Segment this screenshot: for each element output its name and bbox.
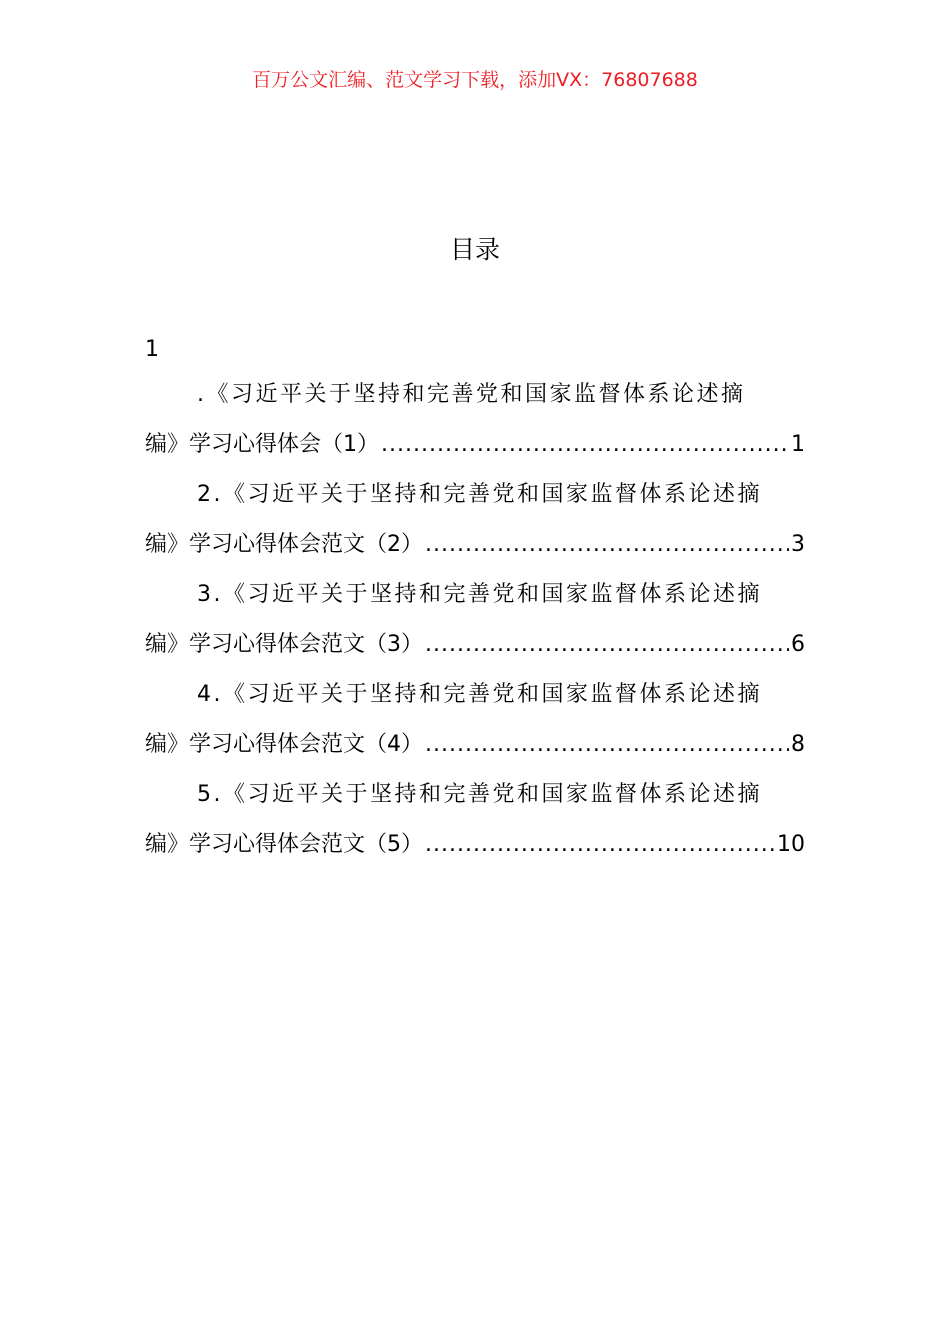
toc-entry-title-line2: 编》学习心得体会（1）	[145, 432, 379, 457]
toc-entry[interactable]	[145, 670, 805, 770]
toc-entry-title-line2: 编》学习心得体会范文（5）	[145, 832, 423, 857]
toc-entry-title-line1: 5.《习近平关于坚持和完善党和国家监督体系论述摘	[197, 782, 762, 807]
toc-entry-title-line2: 编》学习心得体会范文（3）	[145, 632, 423, 657]
toc-page-number: 10	[777, 832, 805, 857]
toc-page-number: 1	[791, 432, 805, 457]
toc-entry-title-line1: 2.《习近平关于坚持和完善党和国家监督体系论述摘	[197, 482, 762, 507]
toc-page-number: 3	[791, 532, 805, 557]
toc-entry[interactable]	[145, 470, 805, 570]
toc-entry[interactable]	[145, 570, 805, 670]
dot-leader	[425, 720, 789, 770]
toc-page-number: 6	[791, 632, 805, 657]
dot-leader	[425, 620, 789, 670]
toc-entry-title-line2: 编》学习心得体会范文（2）	[145, 532, 423, 557]
toc-first-number: 1	[145, 337, 159, 362]
toc-entry-title-line1: 3.《习近平关于坚持和完善党和国家监督体系论述摘	[197, 582, 762, 607]
toc-entry-title-line2: 编》学习心得体会范文（4）	[145, 732, 423, 757]
dot-leader	[425, 520, 789, 570]
dot-leader	[425, 820, 775, 870]
toc-entry[interactable]	[145, 770, 805, 870]
dot-leader	[381, 420, 789, 470]
table-of-contents	[145, 330, 805, 870]
toc-entry-title-line1: .《习近平关于坚持和完善党和国家监督体系论述摘	[197, 382, 746, 407]
toc-entry-title-line1: 4.《习近平关于坚持和完善党和国家监督体系论述摘	[197, 682, 762, 707]
toc-page-number: 8	[791, 732, 805, 757]
page-title: 目录	[449, 235, 500, 264]
toc-entry[interactable]	[145, 370, 805, 470]
watermark-header: 百万公文汇编、范文学习下载，添加VX：76807688	[252, 69, 698, 91]
